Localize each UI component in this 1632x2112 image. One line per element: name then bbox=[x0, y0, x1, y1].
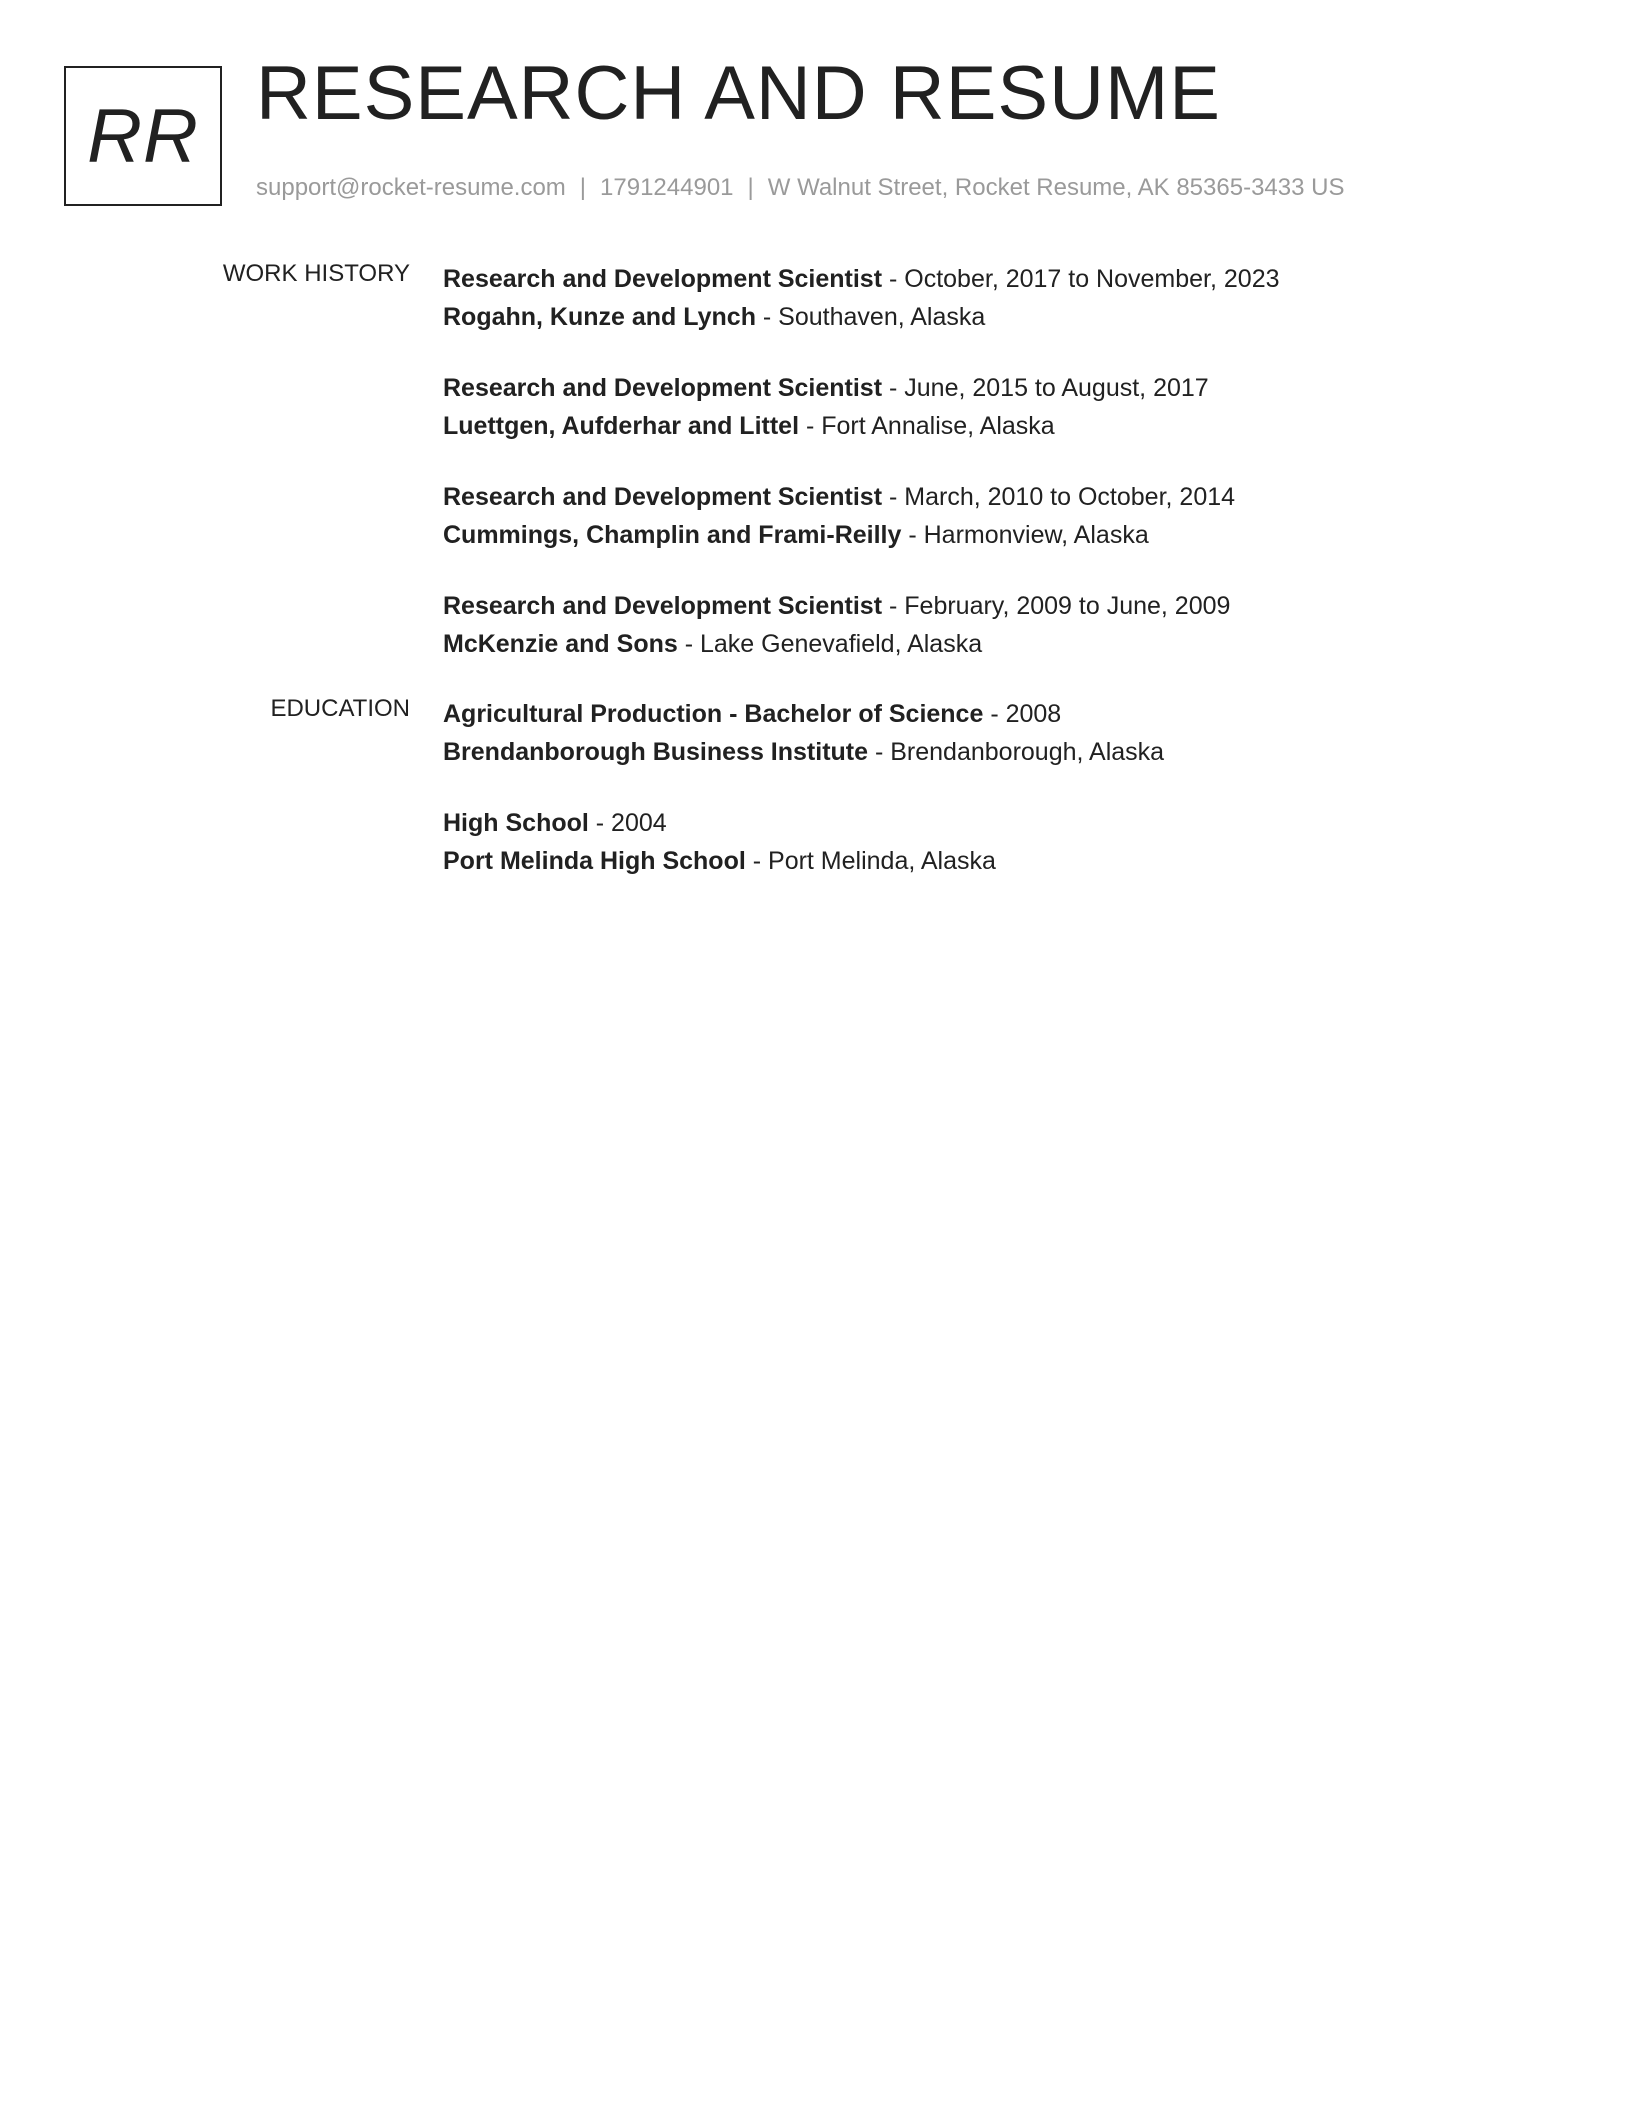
job-entry bbox=[443, 587, 1280, 663]
education-entry bbox=[443, 695, 1164, 771]
employer-name: Cummings, Champlin and Frami-Reilly bbox=[443, 521, 902, 549]
education-entry bbox=[443, 804, 1164, 880]
school-name: Brendanborough Business Institute bbox=[443, 738, 869, 766]
degree-name: High School bbox=[443, 809, 589, 837]
page-title: RESEARCH AND RESUME bbox=[256, 51, 1221, 136]
contact-line bbox=[256, 174, 1344, 202]
job-title: Research and Development Scientist bbox=[443, 592, 883, 620]
school-location: - Brendanborough, Alaska bbox=[868, 738, 1165, 766]
job-title: Research and Development Scientist bbox=[443, 483, 883, 511]
monogram-logo: RR bbox=[64, 66, 222, 206]
job-location: - Southaven, Alaska bbox=[755, 303, 986, 331]
separator: | bbox=[747, 174, 754, 201]
job-dates: - June, 2015 to August, 2017 bbox=[882, 374, 1209, 402]
address-text: W Walnut Street, Rocket Resume, AK 85365-3433 US bbox=[767, 174, 1345, 201]
job-dates: - March, 2010 to October, 2014 bbox=[882, 483, 1236, 511]
job-entry bbox=[443, 478, 1280, 554]
education-list bbox=[443, 695, 1164, 913]
degree-name: Agricultural Production - Bachelor of Science bbox=[443, 700, 984, 728]
job-dates: - February, 2009 to June, 2009 bbox=[882, 592, 1231, 620]
employer-name: McKenzie and Sons bbox=[443, 630, 678, 658]
graduation-year: - 2008 bbox=[983, 700, 1062, 728]
graduation-year: - 2004 bbox=[588, 809, 667, 837]
separator: | bbox=[579, 174, 587, 201]
job-title: Research and Development Scientist bbox=[443, 374, 883, 402]
job-entry bbox=[443, 369, 1280, 445]
phone-text: 1791244901 bbox=[600, 174, 734, 201]
section-label-education: EDUCATION bbox=[270, 695, 410, 722]
job-title: Research and Development Scientist bbox=[443, 265, 883, 293]
job-location: - Harmonview, Alaska bbox=[901, 521, 1149, 549]
job-entry bbox=[443, 260, 1280, 336]
job-location: - Fort Annalise, Alaska bbox=[799, 412, 1055, 440]
employer-name: Luettgen, Aufderhar and Littel bbox=[443, 412, 800, 440]
school-location: - Port Melinda, Alaska bbox=[745, 847, 996, 875]
employer-name: Rogahn, Kunze and Lynch bbox=[443, 303, 756, 331]
work-history-list bbox=[443, 260, 1280, 696]
job-dates: - October, 2017 to November, 2023 bbox=[882, 265, 1280, 293]
email-text: support@rocket-resume.com bbox=[256, 174, 566, 201]
section-label-work-history: WORK HISTORY bbox=[222, 260, 410, 287]
job-location: - Lake Genevafield, Alaska bbox=[677, 630, 983, 658]
school-name: Port Melinda High School bbox=[443, 847, 746, 875]
